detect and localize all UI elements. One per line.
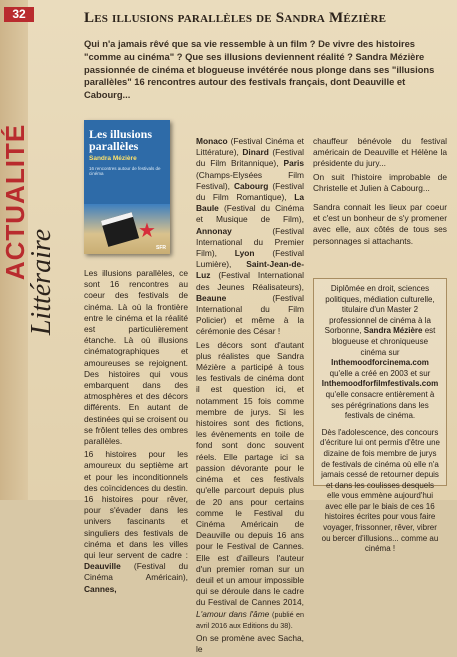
book-cover-title: Les illusions parallèles xyxy=(89,127,153,153)
article-column-1 xyxy=(84,268,188,597)
col2-paragraph-3: On se promène avec Sacha, le xyxy=(196,632,304,655)
book-cover-subtitle: 16 rencontres autour de festivals de cinéma xyxy=(89,166,161,177)
col1-paragraph-2: 16 histoires pour les amoureux du septième art et pour les inconditionnels des coïncidences du destin. 16 histoires pour rêver, pour s'évader dans les univers fascinants et singuliers des festivals de cinéma et dans les villes qui leur servent de cadre : Deauville (Festival du Cinéma Américain), Cannes, xyxy=(84,449,188,594)
col2-paragraph-2: Les décors sont d'autant plus réalistes que Sandra Mézière a participé à tous les festivals de cinéma dont il est question ici, et notamment 15 fois comme membre de jurys. Si les histoires sont des fictions, les évènements en toile de fond sont donc souvent réels. Elle partage ici sa passion dévorante pour le cinéma et ces festivals qu'elle parcourt depuis plus de 20 ans pour certains comme le Festival du Cinéma Américain de Deauville ou depuis 16 ans pour le Festival de Cannes. Elle est d'ailleurs l'auteur d'un premier roman sur un deuil et un amour impossible qui se déroule dans le cadre du Festival de Cannes 2014, L'amour dans l'âme (publié en avril 2016 aux Editions du 38). xyxy=(196,339,304,630)
col1-paragraph-1: Les illusions parallèles, ce sont 16 rencontres au coeur des festivals de cinéma. Là où la frontière entre le cinéma et la réalité est particulièrement étanche. Là où illusions cinématographiques et amoureuses se rejoignent. Des histoires qui vous embarquent dans des atmosphères et des décors différents. En autant de destinées qui se croisent ou se frôlent telles des ombres parallèles. xyxy=(84,268,188,447)
book-cover-publisher: SFR xyxy=(156,245,166,251)
bio-paragraph-2: Dès l'adolescence, des concours d'écriture lui ont permis d'être une dizaine de fois membre de jurys de festivals de cinéma où elle n'a jamais cessé de retourner depuis et dans les coulisses desquels elle vous emmène aujourd'hui avec elle par le biais de ces 16 histoires écrites pour vous faire voyager, frissonner, rêver, vibrer ou bercer d'illusions... comme au cinéma ! xyxy=(320,427,441,554)
rubric-litteraire: Littéraire xyxy=(26,228,57,336)
article-column-2 xyxy=(196,136,304,657)
col2-festival-list: Monaco (Festival Cinéma et Littérature), Dinard (Festival du Film Britannique), Paris (Champs-Elysées Film Festival), Cabourg (Festival du Film Romantique), La Baule (Festival du Cinéma et Musique de Film), Annonay (Festival International du Premier Film), Lyon (Festival Lumière), Saint-Jean-de-Luz (Festival International des Jeunes Réalisateurs), Beaune (Festival International du Film Policier) et même à la cérémonie des César ! xyxy=(196,136,305,337)
book-cover xyxy=(84,120,170,254)
section-rubric xyxy=(0,42,57,462)
page-number: 32 xyxy=(4,7,34,22)
site-link-festivals: Inthemoodforfilmfestivals.com xyxy=(321,379,439,389)
author-bio-box xyxy=(313,278,447,554)
article-column-3 xyxy=(313,136,447,278)
rubric-actualite: ACTUALITÉ xyxy=(0,123,30,281)
rubric-vertical-text xyxy=(0,42,57,462)
site-link-cinema: Inthemoodforcinema.com xyxy=(331,358,429,368)
star-icon: ★ xyxy=(138,220,156,242)
article-title: Les illusions parallèles de Sandra Mézière xyxy=(84,10,387,26)
col3-paragraph-3: Sandra connait les lieux par coeur et c'est un bonheur de s'y promener avec elle, aux côtés de tous ses personnages si attachants. xyxy=(313,202,447,246)
col3-paragraph-2: On suit l'histoire improbable de Christelle et Julien à Cabourg... xyxy=(313,171,447,193)
book-cover-author: Sandra Mézière xyxy=(89,155,137,162)
article-lead: Qui n'a jamais rêvé que sa vie ressemble à un film ? De vivre des histoires "comme au cinéma" ? Que ses illusions deviennent réalité ? Sandra Mézière passionnée de cinéma et blogueuse invétérée nous plonge dans ses "illusions parallèles" 16 rencontres autour des festivals français, dont Deauville et Cabourg... xyxy=(84,38,435,101)
bio-paragraph-1: Diplômée en droit, sciences politiques, médiation culturelle, titulaire d'un Master 2 professionnel de cinéma à la Sorbonne, Sandra Mézière est blogueuse et chroniqueuse cinéma sur Inthemoodforcinema.com qu'elle a créé en 2003 et sur Inthemoodforfilmfestivals.com qu'elle consacre entièrement à ses pérégrinations dans les festivals de cinéma. xyxy=(321,284,439,421)
col3-paragraph-1: chauffeur bénévole du festival américain de Deauville et Hélène la présidente du jury... xyxy=(313,136,447,169)
